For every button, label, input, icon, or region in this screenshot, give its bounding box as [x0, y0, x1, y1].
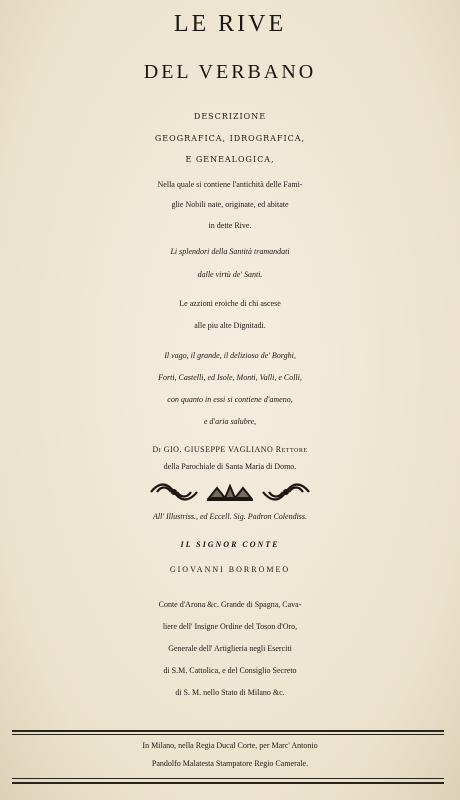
subtitle-line-3: E GENEALOGICA, [185, 155, 275, 164]
vago-line-1: Il vago, il grande, il delizioso de' Borghi, [164, 351, 296, 360]
rule-bottom-thin [12, 778, 444, 779]
description-line-3: in dette Rive. [208, 221, 252, 230]
imprint-line-2: Pandolfo Malatesta Stampatore Regio Camerale. [151, 759, 309, 768]
ornament-band [0, 482, 460, 504]
fleuron-center-icon [205, 482, 255, 502]
title-line-2: DEL VERBANO [143, 61, 317, 83]
dedication-line-1: All' Illustriss., ed Eccell. Sig. Padron Colendiss. [152, 512, 308, 521]
vago-line-4: e d'aria salubre, [203, 417, 257, 426]
subtitle-line-1: DESCRIZIONE [193, 112, 267, 121]
description-line-1: Nella quale si contiene l'antichità delle Fami- [157, 180, 303, 189]
fleuron-right-icon [261, 482, 311, 502]
dedication-line-4: Conte d'Arona &c. Grande di Spagna, Cava- [158, 600, 302, 609]
santi-line-2: dalle virtù de' Santi. [197, 270, 263, 279]
dedication-line-8: di S. M. nello Stato di Milano &c. [175, 688, 285, 697]
dedication-line-3: GIOVANNI BORROMEO [169, 565, 291, 574]
dedication-line-6: Generale dell' Artiglieria negli Eserciti [168, 644, 292, 653]
santi-line-1: Li splendori della Santità tramandati [170, 247, 290, 256]
title-line-1: LE RIVE [173, 11, 287, 37]
vago-line-2: Forti, Castelli, ed Isole, Monti, Valli, e Colli, [158, 373, 302, 382]
subtitle-line-2: GEOGRAFICA, IDROGRAFICA, [154, 134, 306, 143]
rule-top-thin [12, 734, 444, 735]
author-line-1: Di GIO. GIUSEPPE VAGLIANO Rettore [152, 445, 308, 454]
dedication-line-7: di S.M. Cattolica, e del Consiglio Secreto [163, 666, 297, 675]
description-line-2: glie Nobili nate, originate, ed abitate [171, 200, 289, 209]
azzioni-line-2: alle piu alte Dignitadi. [194, 321, 266, 330]
fleuron-left-icon [149, 482, 199, 502]
author-line-2: della Parochiale di Santa Maria di Domo. [163, 462, 297, 471]
dedication-line-2: IL SIGNOR CONTE [180, 540, 280, 549]
rule-bottom [12, 782, 444, 784]
rule-top [12, 730, 444, 732]
imprint-line-1: In Milano, nella Regia Ducal Corte, per Marc' Antonio [142, 741, 318, 750]
vago-line-3: con quanto in essi si contiene d'ameno, [167, 395, 293, 404]
dedication-line-5: liere dell' Insigne Ordine del Toson d'Oro, [162, 622, 298, 631]
azzioni-line-1: Le azzioni eroiche di chi ascese [179, 299, 281, 308]
